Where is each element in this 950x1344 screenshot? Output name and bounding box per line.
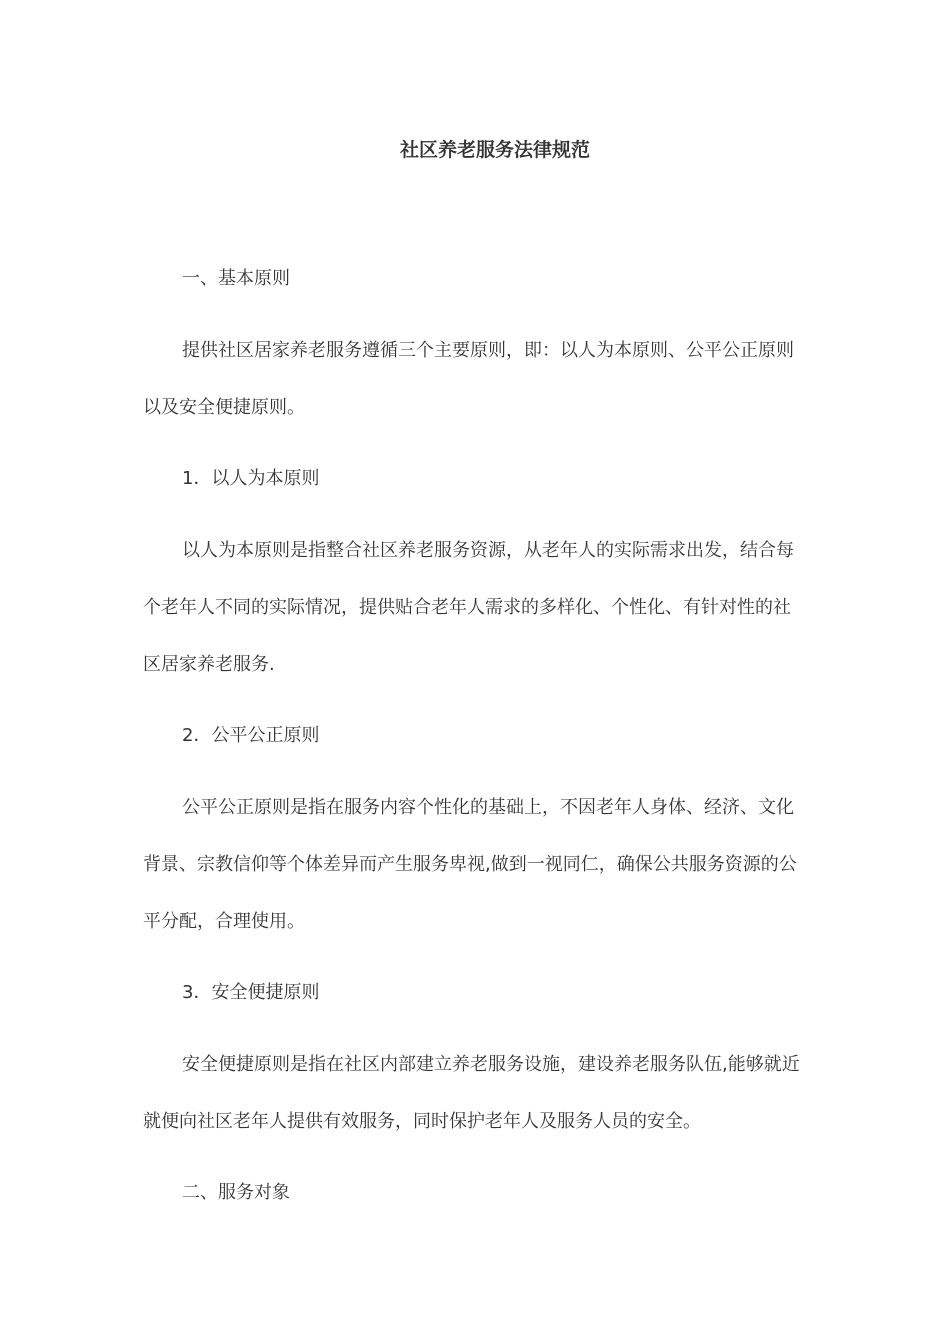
paragraph-people-oriented: 以人为本原则是指整合社区养老服务资源，从老年人的实际需求出发，结合每个老年人不同的实际情况，提供贴合老年人需求的多样化、个性化、有针对性的社区居家养老服务. bbox=[143, 540, 794, 675]
paragraph-safety-convenience: 安全便捷原则是指在社区内部建立养老服务设施，建设养老服务队伍,能够就近就便向社区老年人提供有效服务，同时保护老年人及服务人员的安全。 bbox=[143, 1054, 800, 1132]
paragraph-principles-intro: 提供社区居家养老服务遵循三个主要原则，即：以人为本原则、公平公正原则以及安全便捷原则。 bbox=[143, 340, 794, 418]
subheading-safety-convenience: 3．安全便捷原则 bbox=[182, 982, 320, 1003]
document-title: 社区养老服务法律规范 bbox=[399, 139, 590, 161]
subheading-people-oriented: 1．以人为本原则 bbox=[182, 468, 320, 489]
subheading-fairness: 2．公平公正原则 bbox=[182, 725, 320, 746]
paragraph-fairness: 公平公正原则是指在服务内容个性化的基础上，不因老年人身体、经济、文化背景、宗教信仰等个体差异而产生服务卑视,做到一视同仁，确保公共服务资源的公平分配，合理使用。 bbox=[143, 797, 797, 932]
document-body bbox=[143, 264, 803, 1208]
section-heading-basic-principles: 一、基本原则 bbox=[182, 268, 290, 289]
section-heading-service-targets: 二、服务对象 bbox=[182, 1182, 290, 1203]
